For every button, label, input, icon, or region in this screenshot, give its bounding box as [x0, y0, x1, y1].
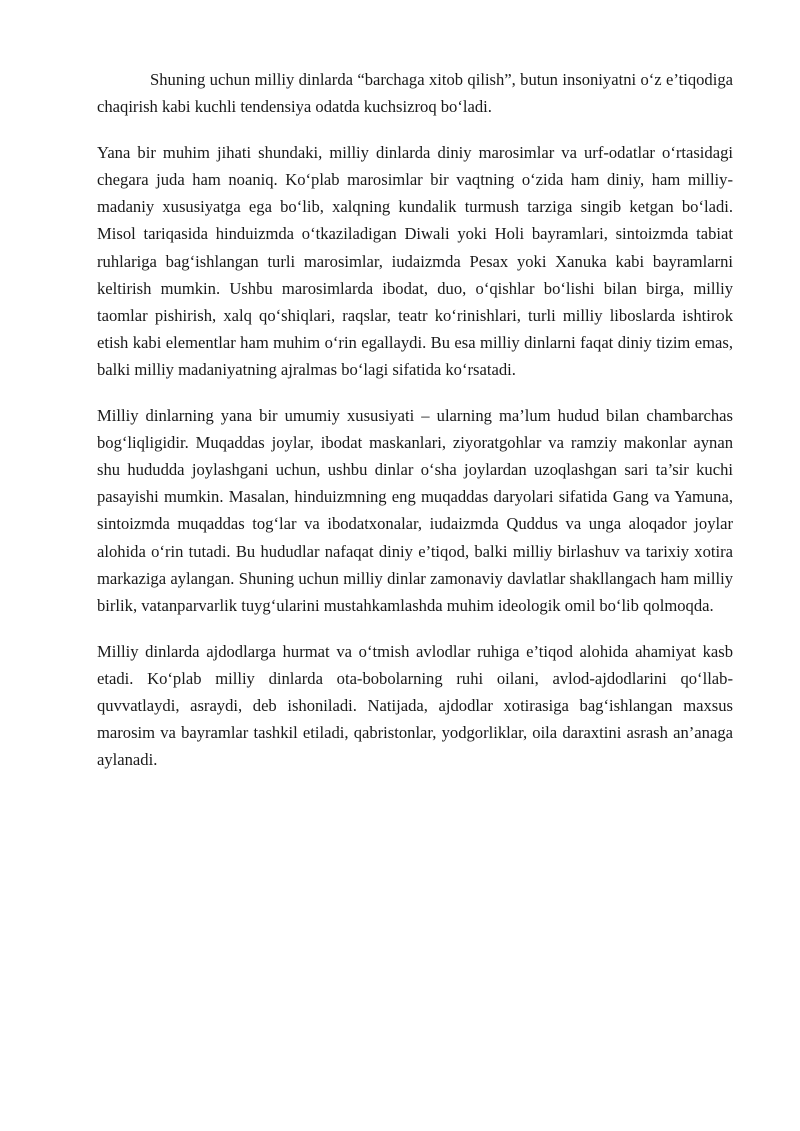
- paragraph-3: Milliy dinlarning yana bir umumiy xususiyati – ularning ma’lum hudud bilan chambarchas bog‘liqligidir. Muqaddas joylar, ibodat maskanlari, ziyoratgohlar va ramziy makonlar aynan shu hududda joylashgani uchun, ushbu dinlar o‘sha joylardan uzoqlashgan sari ta’sir kuchi pasayishi mumkin. Masalan, hinduizmning eng muqaddas daryolari sifatida Gang va Yamuna, sintoizmda muqaddas tog‘lar va ibodatxonalar, iudaizmda Quddus va unga aloqador joylar alohida o‘rin tutadi. Bu hududlar nafaqat diniy e’tiqod, balki milliy birlashuv va tarixiy xotira markaziga aylangan. Shuning uchun milliy dinlar zamonaviy davlatlar shakllangach ham milliy birlik, vatanparvarlik tuyg‘ularini mustahkamlashda muhim ideologik omil bo‘lib qolmoqda.: [97, 406, 733, 615]
- document-page: [97, 66, 733, 792]
- paragraph-2: Yana bir muhim jihati shundaki, milliy dinlarda diniy marosimlar va urf-odatlar o‘rtasidagi chegara juda ham noaniq. Ko‘plab marosimlar bir vaqtning o‘zida ham diniy, ham milliy-madaniy xususiyatga ega bo‘lib, xalqning kundalik turmush tarziga singib ketgan bo‘ladi. Misol tariqasida hinduizmda o‘tkaziladigan Diwali yoki Holi bayramlari, sintoizmda tabiat ruhlariga bag‘ishlangan turli marosimlar, iudaizmda Pesax yoki Xanuka kabi bayramlarni keltirish mumkin. Ushbu marosimlarda ibodat, duo, o‘qishlar bo‘lishi bilan birga, milliy taomlar pishirish, xalq qo‘shiqlari, raqslar, teatr ko‘rinishlari, turli milliy liboslarda ishtirok etish kabi elementlar ham muhim o‘rin egallaydi. Bu esa milliy dinlarni faqat diniy tizim emas, balki milliy madaniyatning ajralmas bo‘lagi sifatida ko‘rsatadi.: [97, 143, 733, 379]
- paragraph-1: Shuning uchun milliy dinlarda “barchaga xitob qilish”, butun insoniyatni o‘z e’tiqodiga chaqirish kabi kuchli tendensiya odatda kuchsizroq bo‘ladi.: [97, 70, 733, 117]
- paragraph-4: Milliy dinlarda ajdodlarga hurmat va o‘tmish avlodlar ruhiga e’tiqod alohida ahamiyat kasb etadi. Ko‘plab milliy dinlarda ota-bobolarning ruhi oilani, avlod-ajdodlarini qo‘llab-quvvatlaydi, asraydi, deb ishoniladi. Natijada, ajdodlar xotirasiga bag‘ishlangan maxsus marosim va bayramlar tashkil etiladi, qabristonlar, yodgorliklar, oila daraxtini asrash an’anaga aylanadi.: [97, 641, 733, 770]
